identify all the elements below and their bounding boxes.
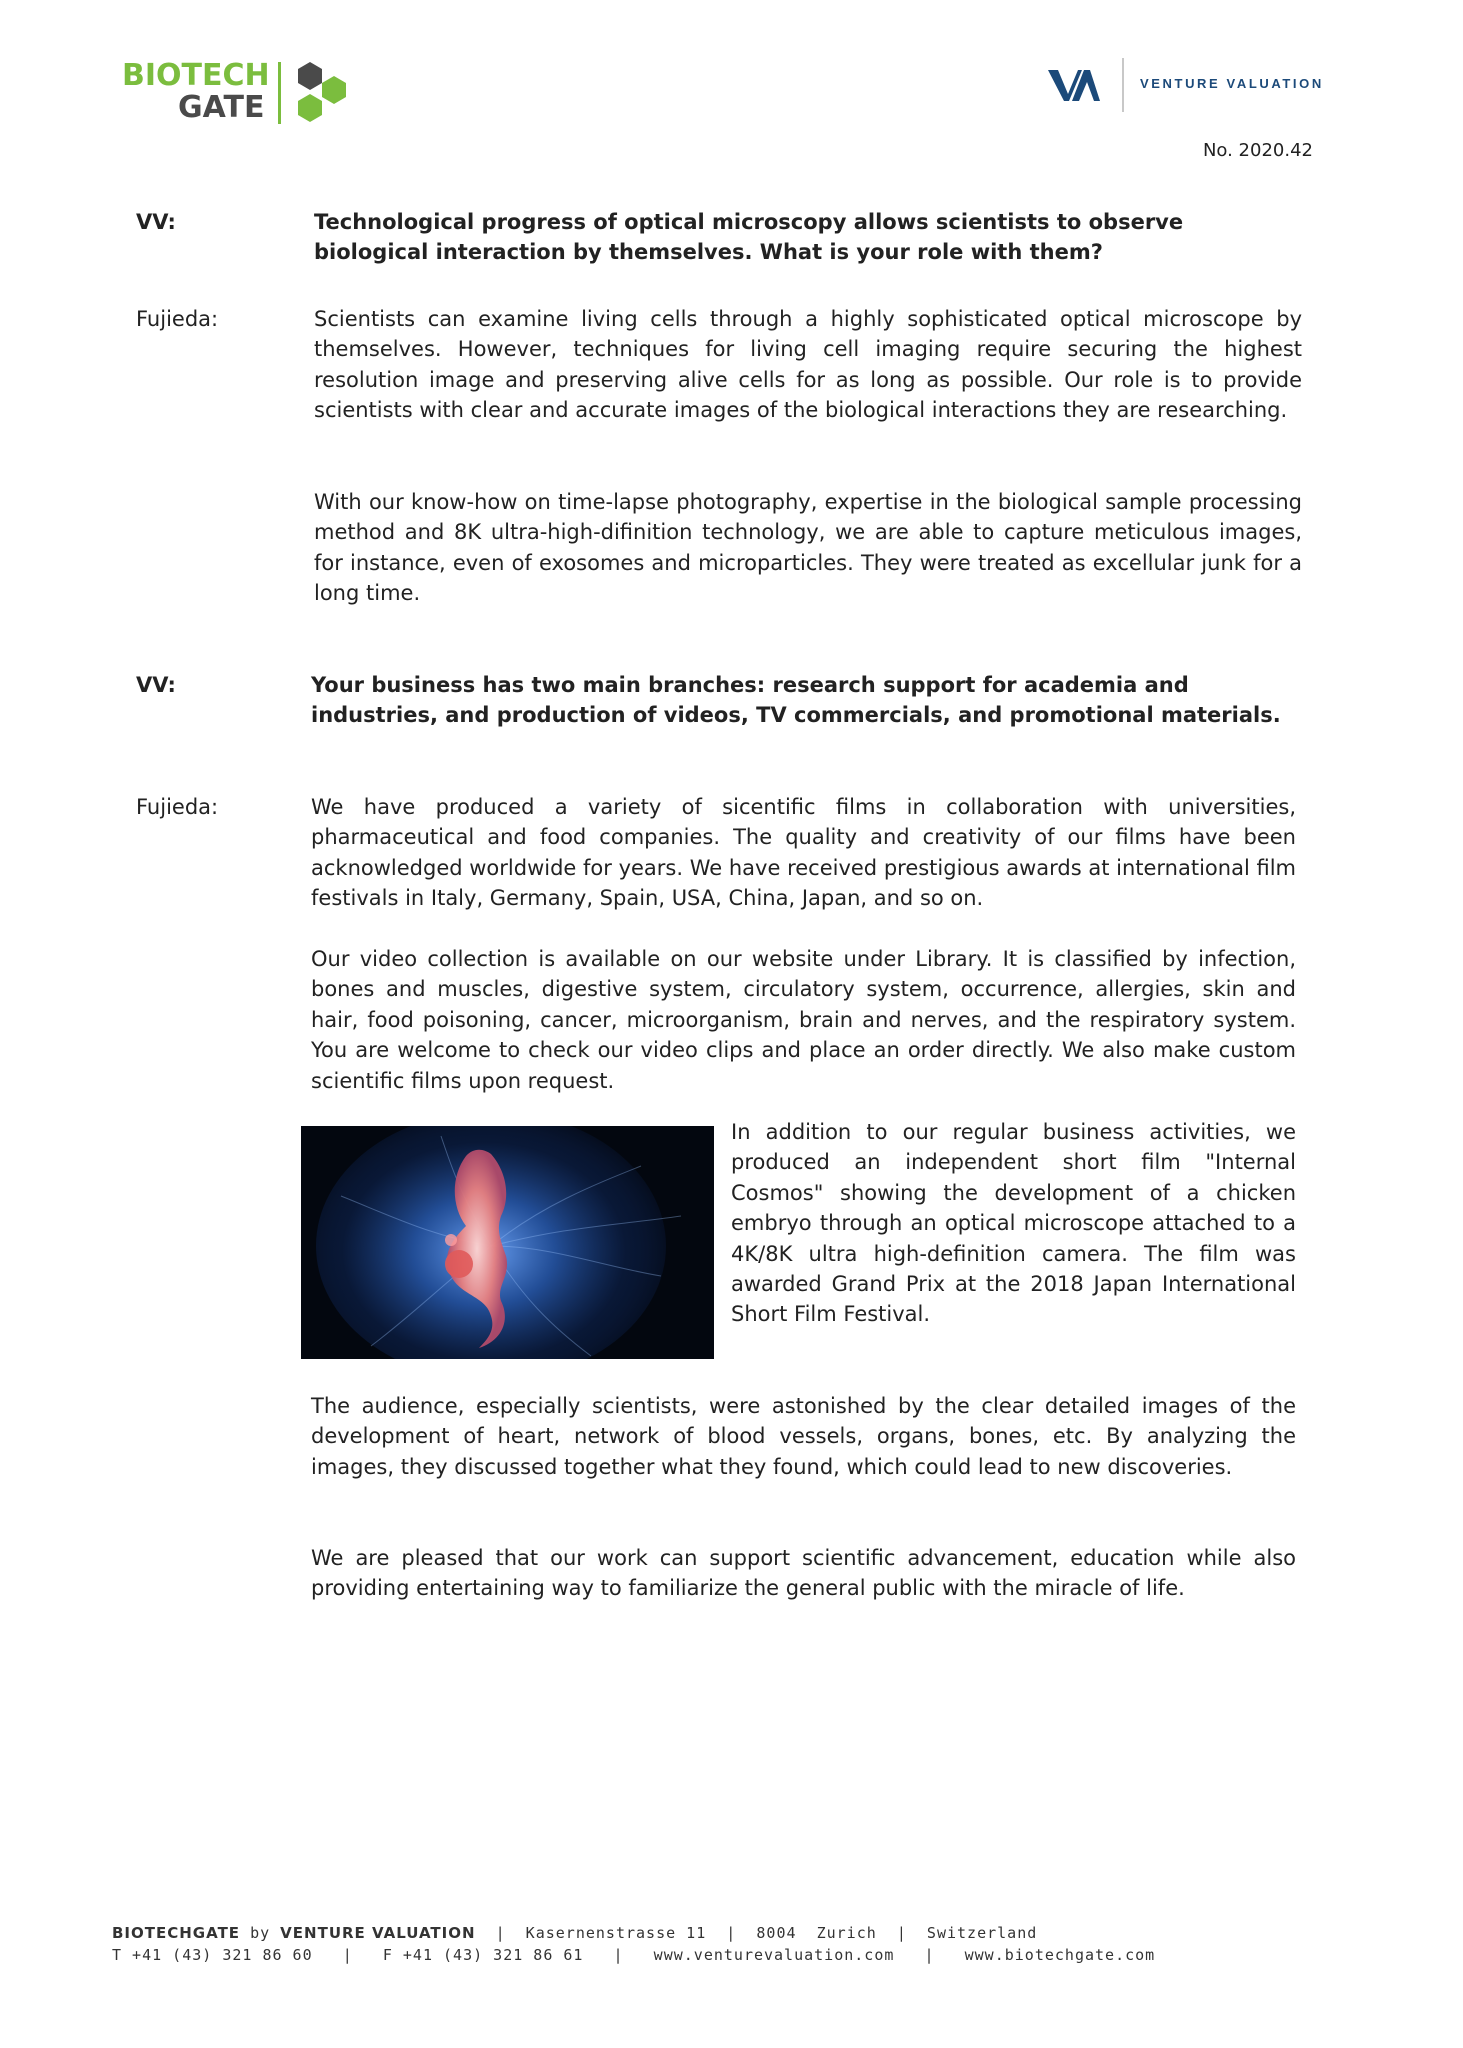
logo-word-biotech: BIOTECH <box>122 58 270 93</box>
answer-paragraph: The audience, especially scientists, were astonished by the clear detailed images of the development of heart, network of blood vessels, organs, bones, etc. By analyzing the images, they discussed together what they found, which could lead to new discoveries. <box>311 1394 1296 1479</box>
logo-word-gate: GATE <box>178 90 265 125</box>
answer-paragraph: We have produced a variety of sicentific films in collaboration with universities, pharmaceutical and food companies. The quality and creativity of our films have been acknowledged worldwide for years. We have received prestigious awards at international film festivals in Italy, Germany, Spain, USA, China, Japan, and so on. <box>311 795 1296 911</box>
vv-monogram-icon <box>1048 68 1100 102</box>
logo-bar <box>278 62 281 124</box>
logo-text: VENTURE VALUATION <box>1140 76 1324 91</box>
footer-brand-a: BIOTECHGATE <box>112 1924 241 1942</box>
chicken-embryo-image <box>301 1126 714 1359</box>
question-text: Your business has two main branches: research support for academia and industries, and production of videos, TV commercials, and promotional materials. <box>311 673 1281 728</box>
footer-brand-b: VENTURE VALUATION <box>280 1924 476 1942</box>
logo-divider <box>1122 58 1124 112</box>
answer-paragraph: We are pleased that our work can support scientific advancement, education while also providing entertaining way to familiarize the general public with the miracle of life. <box>311 1546 1296 1601</box>
footer-line-1 <box>112 1924 1037 1942</box>
answer-paragraph: Our video collection is available on our website under Library. It is classified by infection, bones and muscles, digestive system, circulatory system, occurrence, allergies, skin and hair, food poisoning, cancer, microorganism, brain and nerves, and the respiratory system. You are welcome to check our video clips and place an order directly. We also make custom scientific films upon request. <box>311 947 1296 1093</box>
biotechgate-logo <box>120 58 360 126</box>
speaker-label: Fujieda: <box>136 307 219 331</box>
footer-brand-by: by <box>240 1924 281 1942</box>
answer-paragraph: Scientists can examine living cells through a highly sophisticated optical microscope by themselves. However, techniques for living cell imaging require securing the highest resolution image and preserving alive cells for as long as possible. Our role is to provide scientists with clear and accurate images of the biological interactions they are researching. <box>314 307 1302 423</box>
speaker-label: VV: <box>136 673 176 697</box>
hexagon-cluster-icon <box>286 60 366 126</box>
speaker-label: VV: <box>136 210 176 234</box>
answer-paragraph: In addition to our regular business activities, we produced an independent short film "Internal Cosmos" showing the development of a chicken embryo through an optical microscope attached to a 4K/8K ultra high-definition camera. The film was awarded Grand Prix at the 2018 Japan International Short Film Festival. <box>731 1120 1296 1327</box>
footer-line-2: T +41 (43) 321 86 60 | F +41 (43) 321 86 61 | www.venturevaluation.com | www.biotechgate.com <box>112 1946 1156 1964</box>
answer-paragraph: With our know-how on time-lapse photography, expertise in the biological sample processing method and 8K ultra-high-difinition technology, we are able to capture meticulous images, for instance, even of exosomes and microparticles. They were treated as excellular junk for a long time. <box>314 490 1302 606</box>
document-number: No. 2020.42 <box>1202 140 1313 161</box>
footer-address: | Kasernenstrasse 11 | 8004 Zurich | Switzerland <box>475 1924 1038 1942</box>
question-text: Technological progress of optical microscopy allows scientists to observe biological interaction by themselves. What is your role with them? <box>314 210 1184 265</box>
speaker-label: Fujieda: <box>136 795 219 819</box>
venture-valuation-logo <box>1048 58 1328 112</box>
